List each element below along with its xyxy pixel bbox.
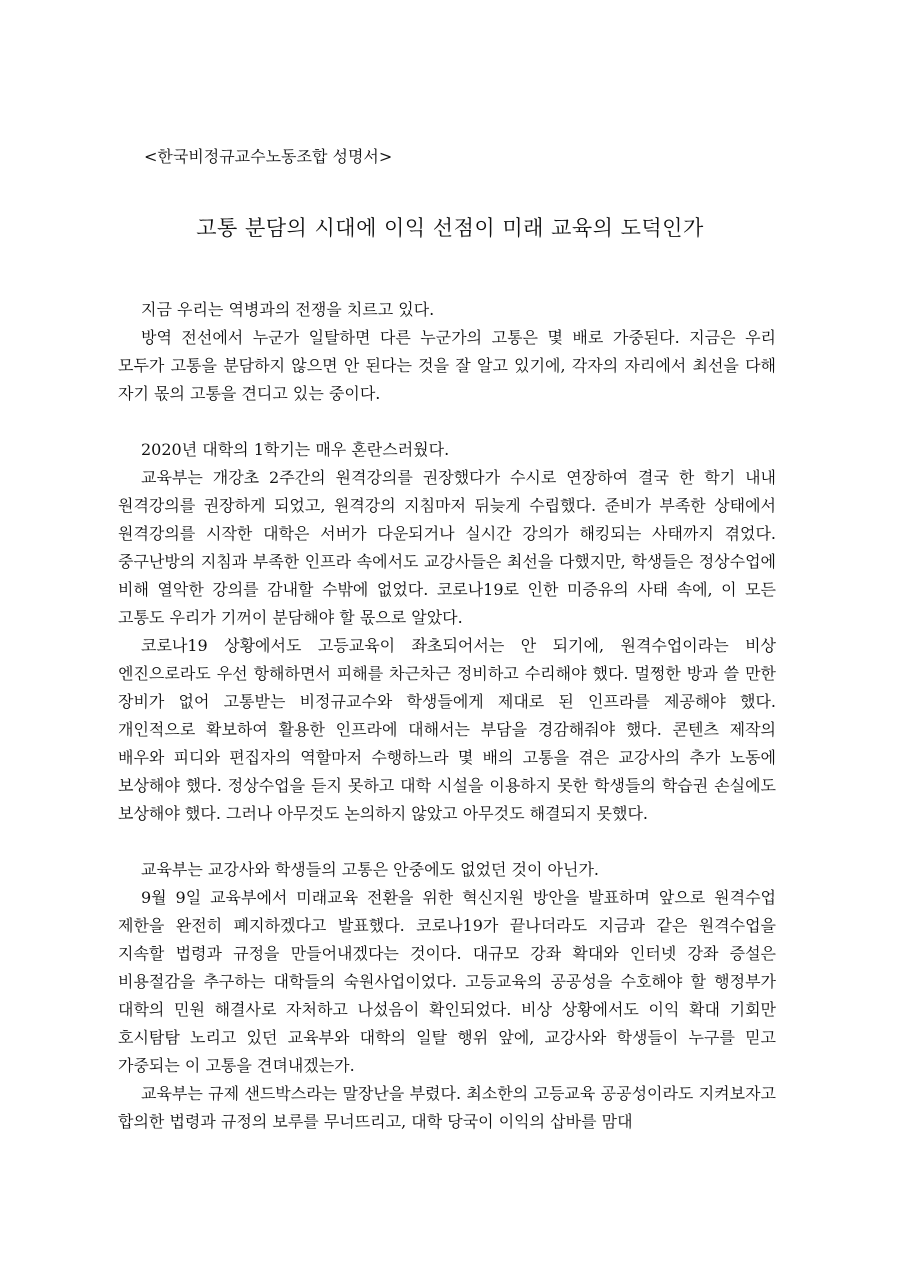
- body-paragraph: 코로나19 상황에서도 고등교육이 좌초되어서는 안 되기에, 원격수업이라는 비상 엔진으로라도 우선 항해하면서 피해를 차근차근 정비하고 수리해야 했다. 멀쩡한 방과 쓸 만한 장비가 없어 고통받는 비정규교수와 학생들에게 제대로 된 인프라를 제공해야 했다. 개인적으로 확보하여 활용한 인프라에 대해서는 부담을 경감해줘야 했다. 콘텐츠 제작의 배우와 피디와 편집자의 역할마저 수행하느라 몇 배의 고통을 겪은 교강사의 추가 노동에 보상해야 했다. 정상수업을 듣지 못하고 대학 시설을 이용하지 못한 학생들의 학습권 손실에도 보상해야 했다. 그러나 아무것도 논의하지 않았고 아무것도 해결되지 못했다.: [118, 636, 776, 823]
- statement-title: 고통 분담의 시대에 이익 선점이 미래 교육의 도덕인가: [196, 216, 704, 240]
- body-paragraph: 2020년 대학의 1학기는 매우 혼란스러웠다.: [141, 440, 450, 459]
- statement-body: [118, 296, 776, 1136]
- body-paragraph: 방역 전선에서 누군가 일탈하면 다른 누군가의 고통은 몇 배로 가중된다. 지금은 우리 모두가 고통을 분담하지 않으면 안 된다는 것을 잘 알고 있기에, 각자의 자리에서 최선을 다해 자기 몫의 고통을 견디고 있는 중이다.: [118, 328, 776, 403]
- body-paragraph: 교육부는 규제 샌드박스라는 말장난을 부렸다. 최소한의 고등교육 공공성이라도 지켜보자고 합의한 법령과 규정의 보루를 무너뜨리고, 대학 당국이 이익의 삽바를 맘대: [118, 1084, 776, 1131]
- body-paragraph: 9월 9일 교육부에서 미래교육 전환을 위한 혁신지원 방안을 발표하며 앞으로 원격수업 제한을 완전히 폐지하겠다고 발표했다. 코로나19가 끝나더라도 지금과 같은 원격수업을 지속할 법령과 규정을 만들어내겠다는 것이다. 대규모 강좌 확대와 인터넷 강좌 증설은 비용절감을 추구하는 대학들의 숙원사업이었다. 고등교육의 공공성을 수호해야 할 행정부가 대학의 민원 해결사로 자처하고 나섰음이 확인되었다. 비상 상황에서도 이익 확대 기회만 호시탐탐 노리고 있던 교육부와 대학의 일탈 행위 앞에, 교강사와 학생들이 누구를 믿고 가중되는 이 고통을 견뎌내겠는가.: [118, 888, 776, 1075]
- body-paragraph: 교육부는 교강사와 학생들의 고통은 안중에도 없었던 것이 아닌가.: [141, 860, 600, 879]
- body-paragraph: 교육부는 개강초 2주간의 원격강의를 권장했다가 수시로 연장하여 결국 한 학기 내내 원격강의를 권장하게 되었고, 원격강의 지침마저 뒤늦게 수립했다. 준비가 부족한 상태에서 원격강의를 시작한 대학은 서버가 다운되거나 실시간 강의가 해킹되는 사태까지 겪었다. 중구난방의 지침과 부족한 인프라 속에서도 교강사들은 최선을 다했지만, 학생들은 정상수업에 비해 열악한 강의를 감내할 수밖에 없었다. 코로나19로 인한 미증유의 사태 속에, 이 모든 고통도 우리가 기꺼이 분담해야 할 몫으로 알았다.: [118, 468, 776, 627]
- statement-header: <한국비정규교수노동조합 성명서>: [144, 147, 393, 166]
- body-paragraph: 지금 우리는 역병과의 전쟁을 치르고 있다.: [141, 300, 435, 319]
